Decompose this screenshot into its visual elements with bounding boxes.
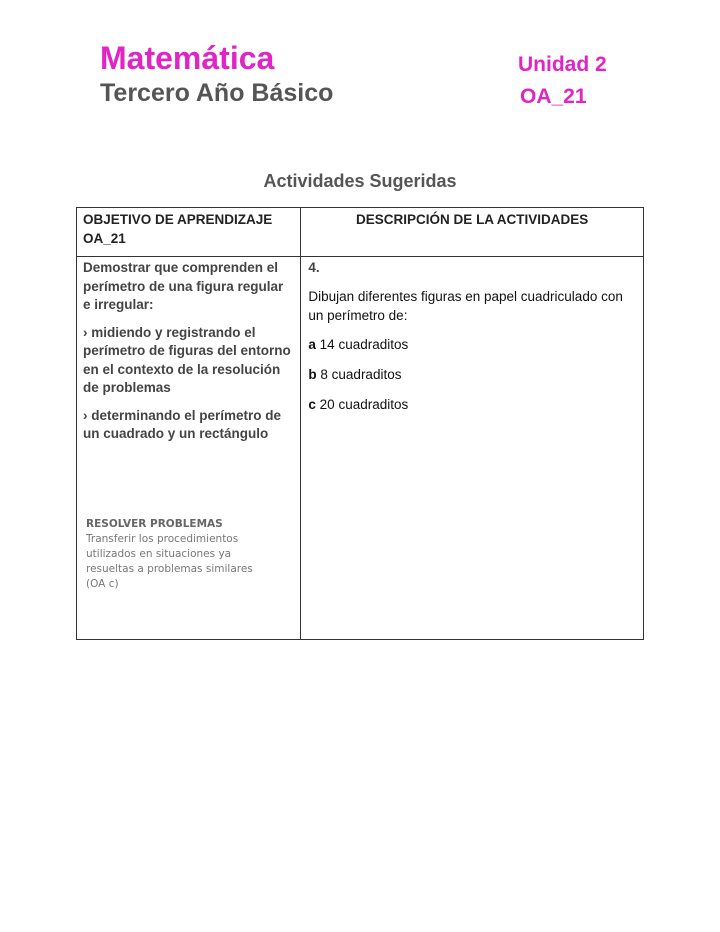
option-text: 14 cuadraditos — [319, 337, 409, 352]
objective-header-line1: OBJETIVO DE APRENDIZAJE — [83, 212, 273, 227]
activity-description: Dibujan diferentes figuras en papel cuadriculado con un perímetro de: — [308, 289, 623, 323]
objective-bullet: › midiendo y registrando el perímetro de figuras del entorno en el contexto de la resolución de problemas — [83, 324, 291, 395]
activities-table — [76, 207, 644, 640]
objective-cell — [77, 257, 301, 640]
unit-label: Unidad 2 — [518, 53, 607, 76]
objective-bullet: › determinando el perímetro de un cuadrado y un rectángulo — [83, 407, 282, 441]
table-header-row — [77, 208, 644, 257]
skill-line: utilizados en situaciones ya — [86, 547, 232, 560]
objective-code: OA_21 — [520, 85, 587, 108]
option-text: 8 cuadraditos — [320, 367, 402, 382]
skill-line: (OA c) — [86, 577, 119, 590]
activity-option — [308, 366, 637, 384]
grade-subtitle: Tercero Año Básico — [100, 79, 334, 107]
activity-option — [308, 336, 637, 354]
description-cell — [301, 257, 644, 640]
activity-option — [308, 396, 637, 414]
objective-column-header — [77, 208, 301, 257]
option-letter: b — [308, 367, 317, 382]
skill-note — [86, 517, 292, 592]
subject-title: Matemática — [100, 40, 275, 76]
description-column-header: DESCRIPCIÓN DE LA ACTIVIDADES — [301, 208, 644, 257]
option-text: 20 cuadraditos — [319, 397, 409, 412]
objective-header-line2: OA_21 — [83, 231, 126, 246]
skill-line: resueltas a problemas similares — [86, 562, 253, 575]
table-body-row — [77, 257, 644, 640]
skill-title: RESOLVER PROBLEMAS — [86, 517, 223, 530]
activity-number: 4. — [308, 260, 320, 275]
section-title: Actividades Sugeridas — [263, 171, 457, 191]
skill-line: Transferir los procedimientos — [86, 532, 239, 545]
option-letter: a — [308, 337, 316, 352]
objective-intro: Demostrar que comprenden el perímetro de una figura regular e irregular: — [83, 260, 284, 312]
option-letter: c — [308, 397, 316, 412]
